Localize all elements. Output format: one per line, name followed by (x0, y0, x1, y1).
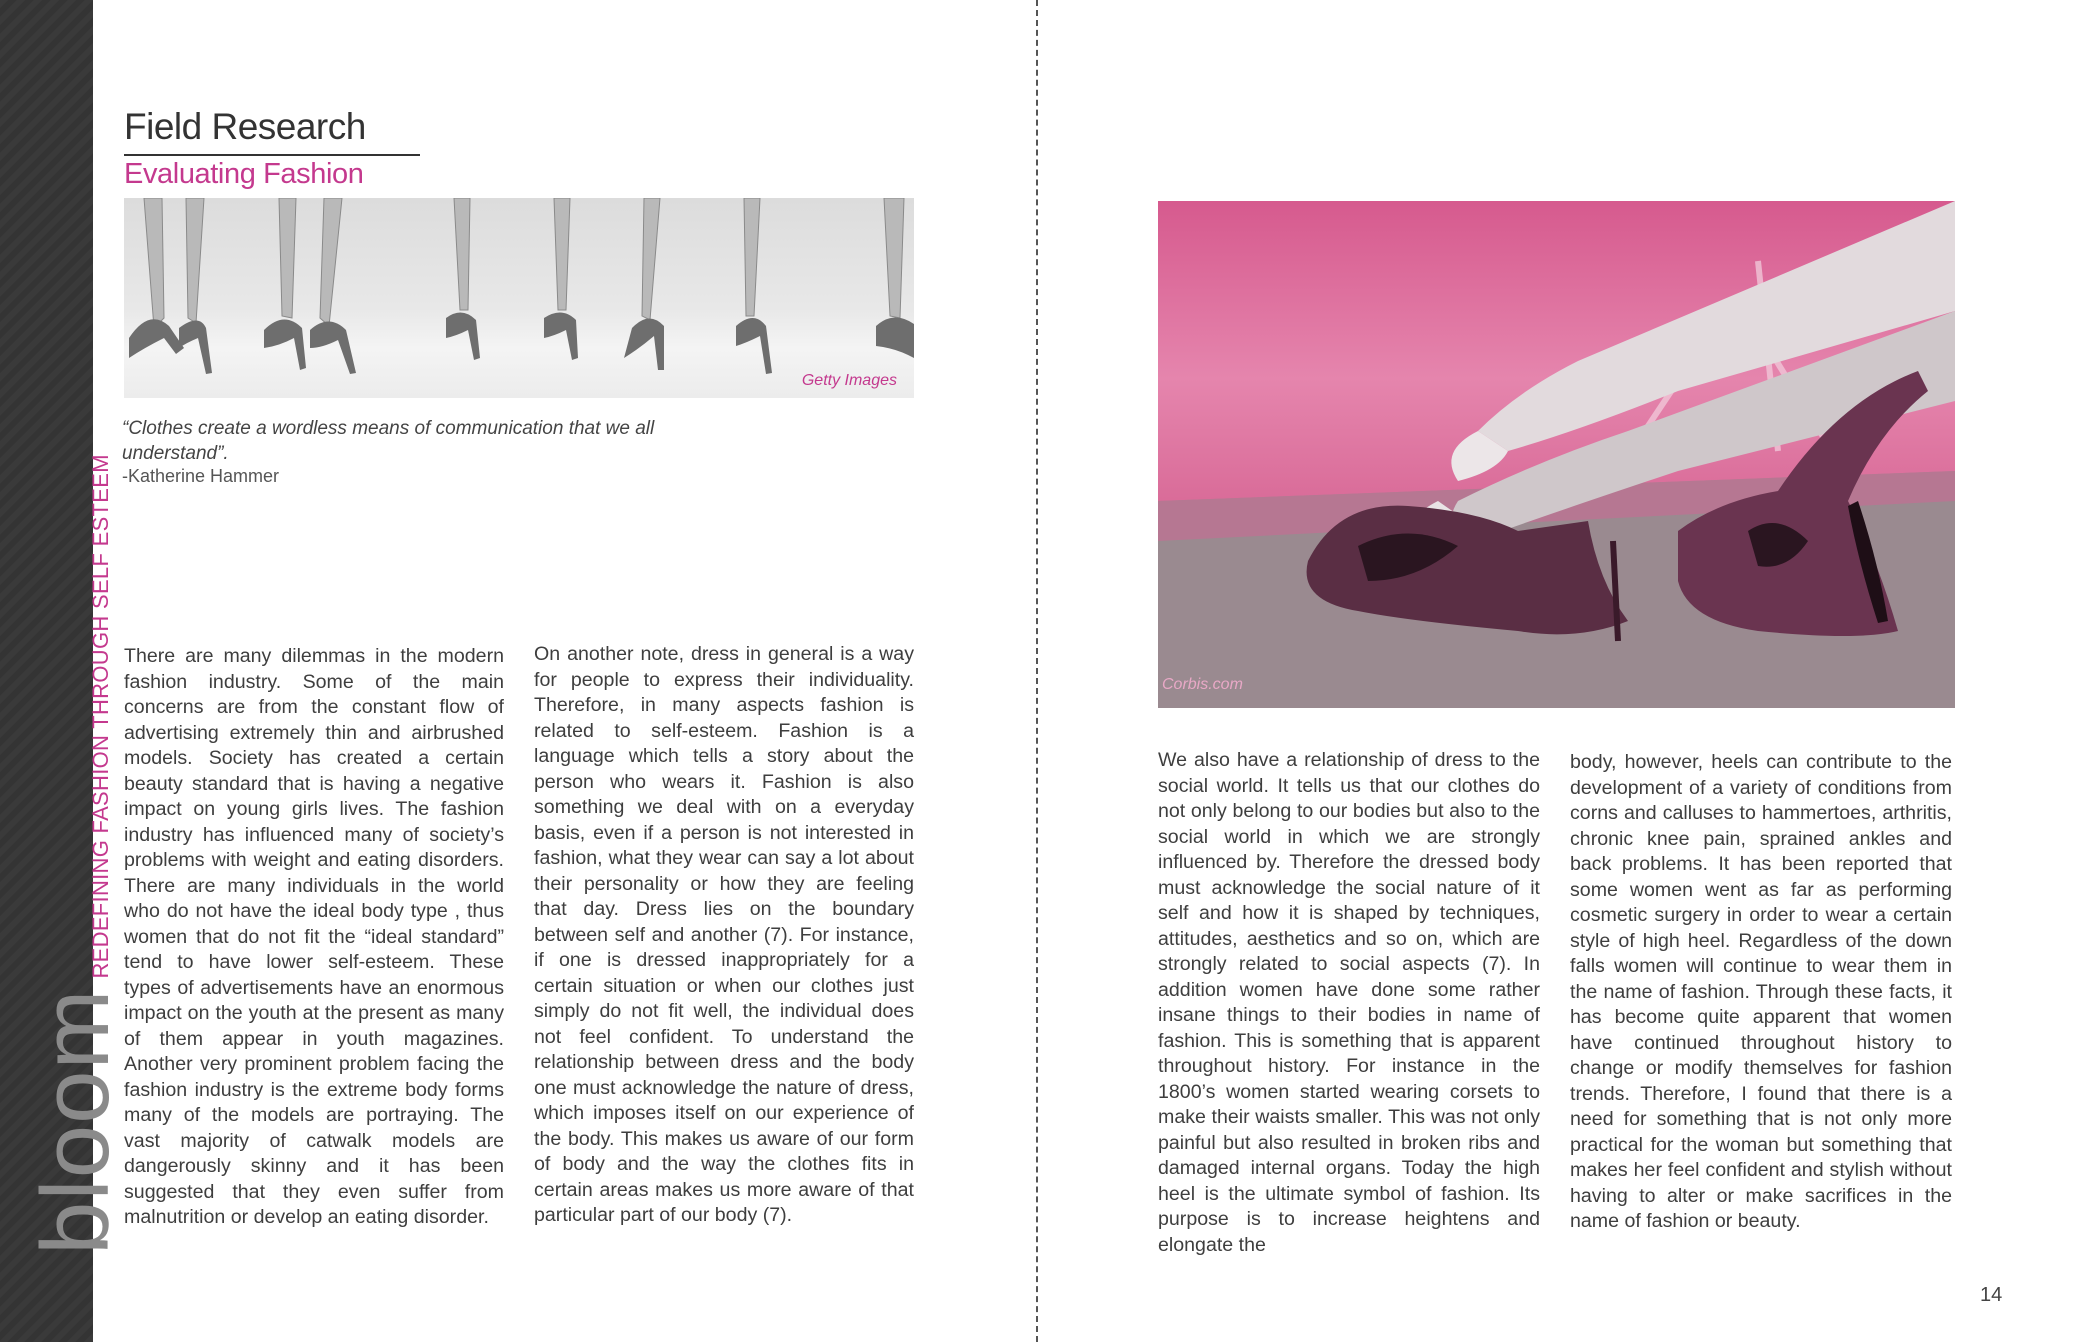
image-credit: Corbis.com (1162, 676, 1243, 693)
spine-bar (0, 0, 129, 1342)
quote-author: -Katherine Hammer (122, 466, 280, 486)
pull-quote: “Clothes create a wordless means of communication that we all understand”. (122, 418, 655, 464)
page-title: Field Research (124, 106, 366, 147)
page-number: 14 (1980, 1284, 2003, 1306)
shoes-illustration (1158, 201, 1955, 708)
page-subtitle: Evaluating Fashion (124, 158, 364, 190)
brand-tagline: REDEFINING FASHION THROUGH SELF ESTEEM (88, 454, 113, 979)
title-underline (124, 154, 420, 156)
body-column-2: On another note, dress in general is a way for people to express their individuality. Therefore, in many aspects fashion is related to self-esteem. Fashion is a language which tells a story about the person who wears it. Fashion is also something we deal with on a everyday basis, even if a person is not interested in fashion, what they wear can say a lot about their personality or how they are feeling that day. Dress lies on the boundary between self and another (7). For instance, if one is dressed inappropriately for a certain situation or when our clothes just simply do not fit well, the individual does not feel confident. To understand the relationship between dress and the body one must acknowledge the nature of dress, which imposes itself on our experience of the body. This makes us aware of our form of body and the way the clothes fits in certain areas makes us more aware of that particular part of our body (7). (534, 643, 914, 1226)
body-column-3: We also have a relationship of dress to the social world. It tells us that our clothes do not only belong to our bodies but also to the social world in which we are strongly influenced by. Therefore the dressed body must acknowledge the social nature of it self and how it is shaped by techniques, attitudes, aesthetics and so on, which are strongly related to social aspects (7). In addition women have done some rather insane things to their bodies in name of fashion. This is something that is apparent throughout history. For instance in the 1800’s women started wearing corsets to make their waists smaller. This was not only painful but also resulted in broken ribs and damaged internal organs. Today the high heel is the ultimate symbol of fashion. Its purpose is to increase heightens and elongate the (1158, 749, 1540, 1256)
image-credit: Getty Images (801, 372, 897, 389)
body-column-1: There are many dilemmas in the modern fashion industry. Some of the main concerns are from the constant flow of advertising extremely thin and airbrushed models. Society has created a certain beauty standard that is having a negative impact on young girls lives. The fashion industry has influenced many of society’s problems with weight and eating disorders. There are many individuals in the world who do not have the ideal body type , thus women that do not fit the “ideal standard” tend to have lower self-esteem. These types of advertisements have an enormous impact on the youth at the present as many of them appear in youth magazines. Another very prominent problem facing the fashion industry is the extreme body forms many of the models are portraying. The vast majority of catwalk models are dangerously skinny and it has been suggested that they even suffer from malnutrition or develop an eating disorder. (124, 645, 504, 1228)
heels-illustration (124, 198, 914, 398)
brand-name: bloom (22, 988, 129, 1255)
body-column-4: body, however, heels can contribute to the development of a variety of conditions from corns and calluses to hammertoes, arthritis, chronic knee pain, sprained ankles and back problems. It has been reported that some women went as far as performing cosmetic surgery in order to wear a certain style of high heel. Regardless of the down falls women will continue to wear them in the name of fashion. Through these facts, it has become quite apparent that women have continued throughout history to change or modify themselves for fashion trends. Therefore, I found that there is a need for something that is not only more practical for the woman but something that makes her feel confident and stylish without having to alter or make sacrifices in the name of fashion or beauty. (1570, 751, 1952, 1232)
shoes-photo (1158, 201, 1955, 708)
spine-label (22, 454, 129, 1255)
page-fold-divider (1036, 0, 1038, 1342)
heels-photo (124, 198, 914, 398)
